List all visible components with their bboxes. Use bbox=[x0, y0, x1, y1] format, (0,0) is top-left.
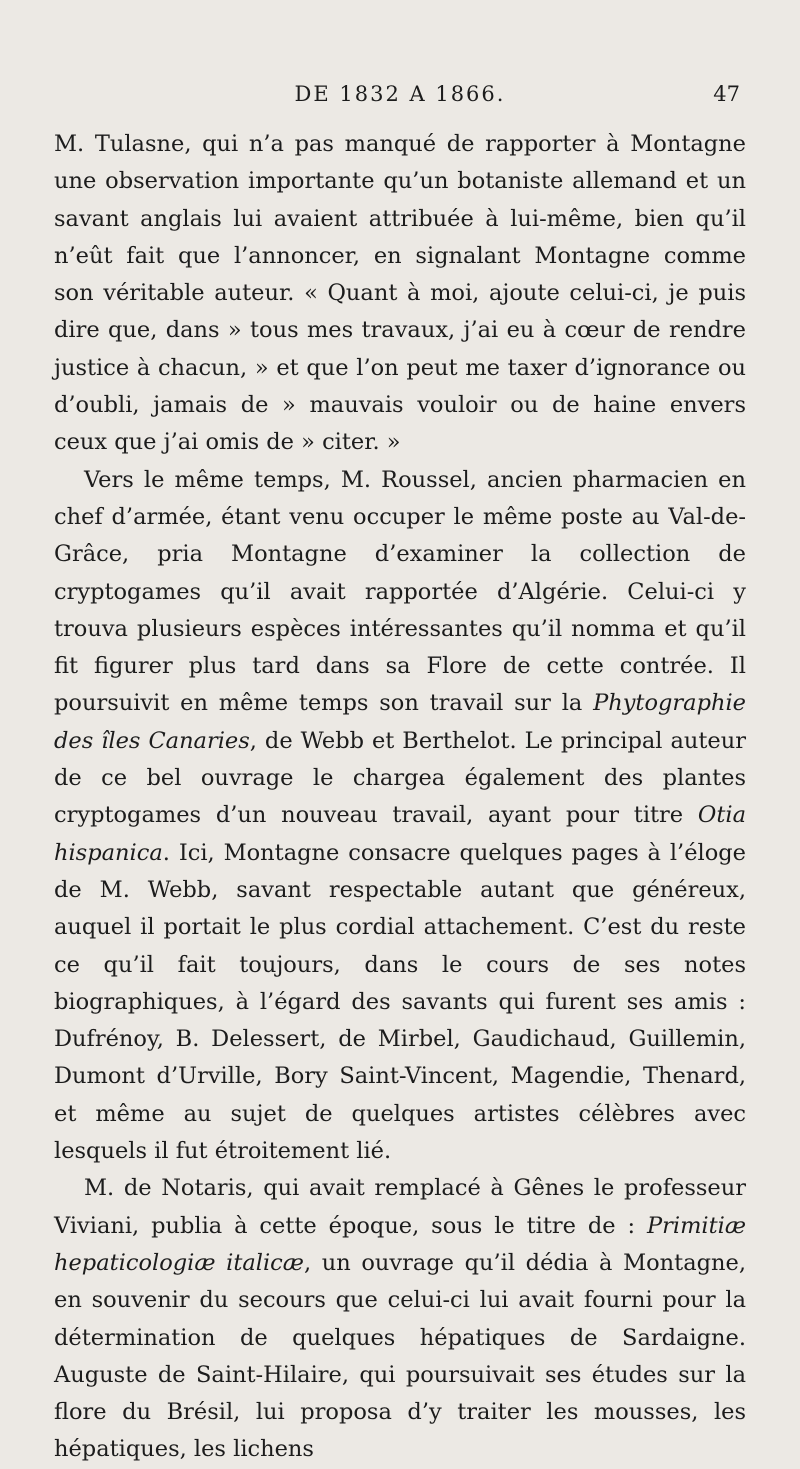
paragraph-3-text-a: M. de Notaris, qui avait remplacé à Gênes le professeur Viviani, publia à cette époque, sous le titre de : bbox=[54, 1175, 746, 1239]
paragraph-3-title-primitiae: Primitiæ hepaticologiæ italicæ bbox=[54, 1212, 746, 1276]
paragraph-2-title-phytographie: Phytographie des îles Canaries bbox=[54, 690, 746, 754]
body-text bbox=[54, 126, 746, 1469]
paragraph-2-text-a: Vers le même temps, M. Roussel, ancien pharmacien en chef d’armée, étant venu occuper le même poste au Val-de-Grâce, pria Montagne d’examiner la collection de cryptogames qu’il avait rapportée d’Algérie. Celui-ci y trouva plusieurs espèces intéressantes qu’il nomma et qu’il fit figurer plus tard dans sa Flore de cette contrée. Il poursuivit en même temps son travail sur la bbox=[54, 466, 746, 717]
paragraph-3-text-b: , un ouvrage qu’il dédia à Montagne, en souvenir du secours que celui-ci lui avait fourni pour la détermination de quelques hépatiques de Sardaigne. Auguste de Saint-Hilaire, qui poursuivait ses études sur la flore du Brésil, lui proposa d’y traiter les mousses, les hépatiques, les lichens bbox=[54, 1249, 746, 1463]
paragraph-3 bbox=[54, 1170, 746, 1468]
paragraph-2-title-otia: Otia hispanica bbox=[54, 802, 746, 866]
paragraph-2-text-c: . Ici, Montagne consacre quelques pages à l’éloge de M. Webb, savant respectable autant que généreux, auquel il portait le plus cordial attachement. C’est du reste ce qu’il fait toujours, dans le cours de ses notes biographiques, à l’égard des savants qui furent ses amis : Dufrénoy, B. Delessert, de Mirbel, Gaudichaud, Guillemin, Dumont d’Urville, Bory Saint-Vincent, Magendie, Thenard, et même au sujet de quelques artistes célèbres avec lesquels il fut étroitement lié. bbox=[54, 839, 746, 1165]
paragraph-2 bbox=[54, 462, 746, 1171]
running-head: DE 1832 A 1866. bbox=[294, 82, 506, 106]
paragraph-1: M. Tulasne, qui n’a pas manqué de rapporter à Montagne une observation importante qu’un botaniste allemand et un savant anglais lui avaient attribuée à lui-même, bien qu’il n’eût fait que l’annoncer, en signalant Montagne comme son véritable auteur. « Quant à moi, ajoute celui-ci, je puis dire que, dans » tous mes travaux, j’ai eu à cœur de rendre justice à chacun, » et que l’on peut me taxer d’ignorance ou d’oubli, jamais de » mauvais vouloir ou de haine envers ceux que j’ai omis de » citer. » bbox=[54, 131, 746, 456]
paragraph-2-text-b: , de Webb et Berthelot. Le principal auteur de ce bel ouvrage le chargea également des plantes cryptogames d’un nouveau travail, ayant pour titre bbox=[54, 727, 746, 829]
page-number: 47 bbox=[713, 82, 740, 106]
